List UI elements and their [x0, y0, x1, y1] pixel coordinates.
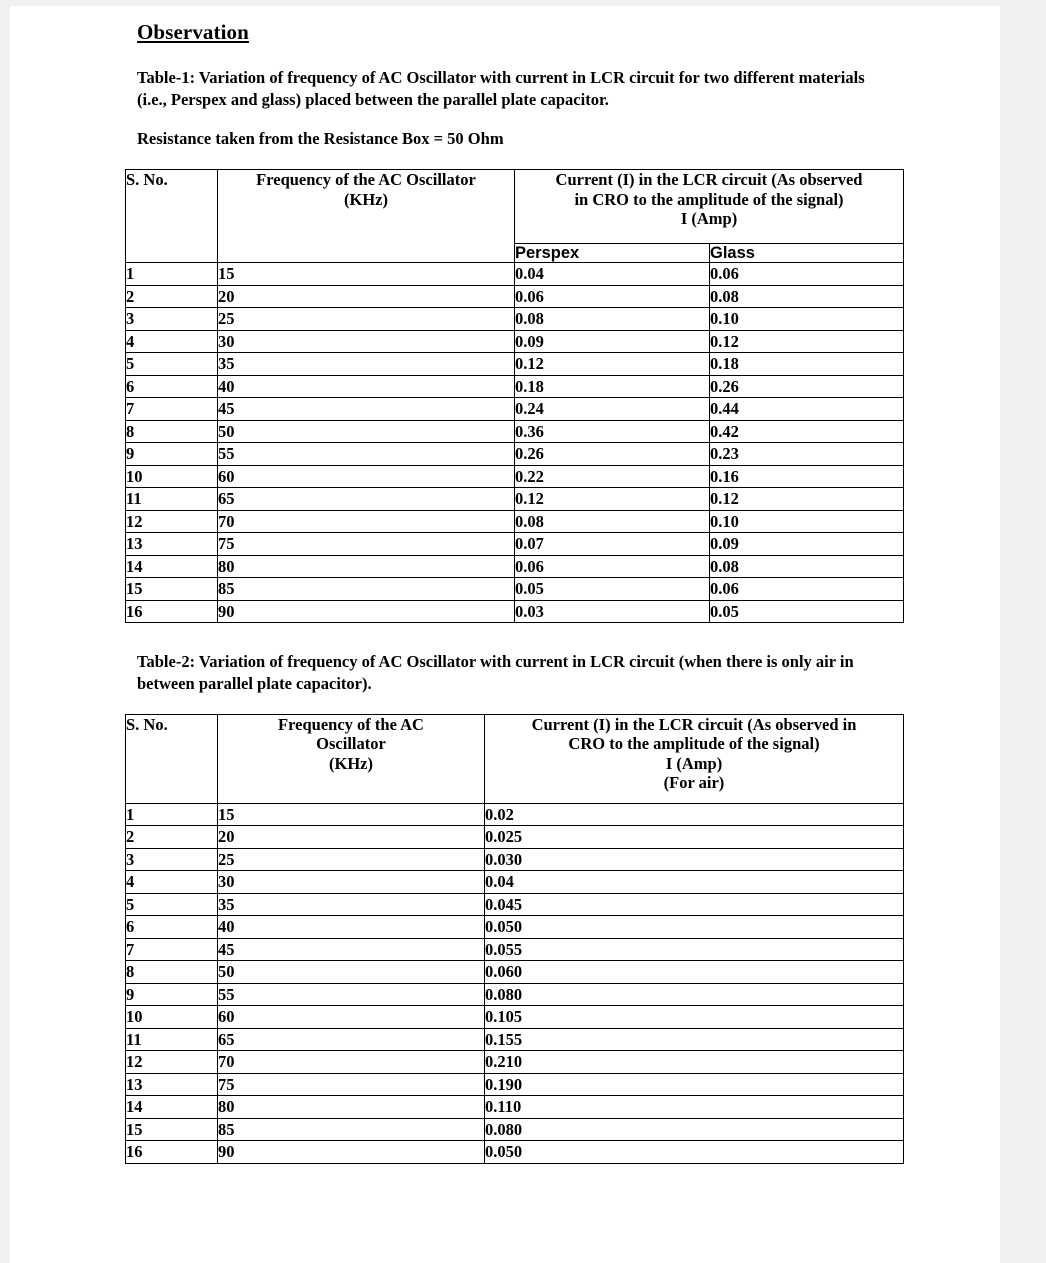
cell-sno: 16 — [126, 600, 218, 623]
cell-perspex: 0.03 — [515, 600, 710, 623]
cell-sno: 11 — [126, 488, 218, 511]
cell-sno: 9 — [126, 443, 218, 466]
cell-frequency: 55 — [218, 443, 515, 466]
cell-perspex: 0.22 — [515, 465, 710, 488]
cell-frequency: 85 — [218, 578, 515, 601]
cell-frequency: 70 — [218, 1051, 485, 1074]
cell-glass: 0.12 — [710, 330, 904, 353]
table-row — [126, 330, 904, 353]
table-row — [126, 375, 904, 398]
cell-frequency: 50 — [218, 420, 515, 443]
cell-perspex: 0.05 — [515, 578, 710, 601]
cell-current: 0.02 — [485, 803, 904, 826]
cell-sno: 3 — [126, 848, 218, 871]
cell-frequency: 30 — [218, 871, 485, 894]
table-2-header-frequency-line2: Oscillator — [316, 734, 386, 754]
cell-frequency: 55 — [218, 983, 485, 1006]
cell-frequency: 75 — [218, 1073, 485, 1096]
document-page — [10, 6, 1000, 1263]
cell-current: 0.030 — [485, 848, 904, 871]
table-row — [126, 916, 904, 939]
table-row — [126, 938, 904, 961]
cell-frequency: 85 — [218, 1118, 485, 1141]
table-row — [126, 398, 904, 421]
table-row — [126, 1096, 904, 1119]
cell-current: 0.060 — [485, 961, 904, 984]
table2-caption: Table-2: Variation of frequency of AC Oscillator with current in LCR circuit (when there is only air in between parallel plate capacitor). — [137, 652, 854, 694]
cell-sno: 13 — [126, 1073, 218, 1096]
cell-glass: 0.08 — [710, 285, 904, 308]
cell-current: 0.050 — [485, 1141, 904, 1164]
cell-glass: 0.23 — [710, 443, 904, 466]
table-1-header-frequency — [218, 170, 515, 263]
cell-current: 0.025 — [485, 826, 904, 849]
table-1 — [125, 169, 904, 623]
cell-glass: 0.16 — [710, 465, 904, 488]
cell-sno: 8 — [126, 961, 218, 984]
cell-perspex: 0.06 — [515, 555, 710, 578]
cell-sno: 14 — [126, 555, 218, 578]
cell-frequency: 15 — [218, 803, 485, 826]
cell-glass: 0.05 — [710, 600, 904, 623]
table-2-header-current-line2: CRO to the amplitude of the signal) — [568, 734, 820, 754]
cell-current: 0.210 — [485, 1051, 904, 1074]
cell-sno: 10 — [126, 1006, 218, 1029]
cell-frequency: 60 — [218, 1006, 485, 1029]
table-row — [126, 848, 904, 871]
cell-sno: 10 — [126, 465, 218, 488]
cell-sno: 6 — [126, 916, 218, 939]
cell-frequency: 15 — [218, 263, 515, 286]
table-2-header-frequency — [218, 714, 485, 803]
cell-frequency: 25 — [218, 848, 485, 871]
table-2-header-frequency-line1: Frequency of the AC — [278, 714, 424, 734]
cell-sno: 15 — [126, 578, 218, 601]
table-row — [126, 871, 904, 894]
table-row — [126, 510, 904, 533]
cell-sno: 2 — [126, 285, 218, 308]
cell-perspex: 0.12 — [515, 353, 710, 376]
page-title: Observation — [137, 20, 249, 44]
cell-current: 0.190 — [485, 1073, 904, 1096]
cell-sno: 12 — [126, 1051, 218, 1074]
cell-frequency: 45 — [218, 398, 515, 421]
table-row — [126, 465, 904, 488]
cell-perspex: 0.12 — [515, 488, 710, 511]
table-2-header-current-line4: (For air) — [663, 773, 725, 793]
cell-current: 0.110 — [485, 1096, 904, 1119]
table-row — [126, 353, 904, 376]
table-2-header-row — [126, 714, 904, 803]
cell-sno: 16 — [126, 1141, 218, 1164]
table-1-subheader-perspex: Perspex — [515, 244, 710, 263]
cell-frequency: 40 — [218, 375, 515, 398]
cell-glass: 0.06 — [710, 263, 904, 286]
table-row — [126, 1051, 904, 1074]
cell-glass: 0.10 — [710, 510, 904, 533]
table-row — [126, 443, 904, 466]
cell-sno: 8 — [126, 420, 218, 443]
table-row — [126, 263, 904, 286]
cell-current: 0.080 — [485, 1118, 904, 1141]
table-1-header-current — [515, 170, 904, 244]
table-1-header-frequency-line2: (KHz) — [344, 189, 388, 209]
table-row — [126, 488, 904, 511]
table-1-header-current-line1: Current (I) in the LCR circuit (As observed — [555, 170, 863, 190]
cell-current: 0.04 — [485, 871, 904, 894]
cell-sno: 1 — [126, 803, 218, 826]
cell-sno: 12 — [126, 510, 218, 533]
table-1-header-row — [126, 170, 904, 244]
cell-sno: 1 — [126, 263, 218, 286]
table1-caption: Table-1: Variation of frequency of AC Oscillator with current in LCR circuit for two different materials (i.e., Perspex and glass) placed between the parallel plate capacitor. — [137, 68, 865, 109]
cell-perspex: 0.09 — [515, 330, 710, 353]
cell-sno: 4 — [126, 330, 218, 353]
cell-sno: 2 — [126, 826, 218, 849]
cell-glass: 0.08 — [710, 555, 904, 578]
table-2-header-frequency-line3: (KHz) — [329, 753, 373, 773]
document-content — [120, 20, 920, 1164]
table-row — [126, 1006, 904, 1029]
table-row — [126, 555, 904, 578]
table-1-header-current-line3: I (Amp) — [680, 209, 738, 229]
table-row — [126, 893, 904, 916]
table-1-header-sno: S. No. — [126, 170, 218, 263]
table-row — [126, 578, 904, 601]
table-row — [126, 308, 904, 331]
cell-glass: 0.18 — [710, 353, 904, 376]
cell-glass: 0.06 — [710, 578, 904, 601]
cell-frequency: 90 — [218, 1141, 485, 1164]
cell-frequency: 35 — [218, 353, 515, 376]
table-row — [126, 1141, 904, 1164]
cell-current: 0.055 — [485, 938, 904, 961]
cell-current: 0.080 — [485, 983, 904, 1006]
cell-frequency: 50 — [218, 961, 485, 984]
table-1-subheader-glass: Glass — [710, 244, 904, 263]
cell-glass: 0.10 — [710, 308, 904, 331]
table-row — [126, 1073, 904, 1096]
cell-sno: 13 — [126, 533, 218, 556]
cell-sno: 7 — [126, 938, 218, 961]
cell-perspex: 0.06 — [515, 285, 710, 308]
cell-perspex: 0.18 — [515, 375, 710, 398]
cell-frequency: 80 — [218, 555, 515, 578]
cell-frequency: 70 — [218, 510, 515, 533]
cell-perspex: 0.36 — [515, 420, 710, 443]
table-row — [126, 1028, 904, 1051]
cell-sno: 5 — [126, 353, 218, 376]
cell-perspex: 0.08 — [515, 308, 710, 331]
cell-current: 0.105 — [485, 1006, 904, 1029]
cell-frequency: 90 — [218, 600, 515, 623]
table-2 — [125, 714, 904, 1164]
cell-sno: 11 — [126, 1028, 218, 1051]
table-row — [126, 803, 904, 826]
cell-perspex: 0.07 — [515, 533, 710, 556]
cell-frequency: 40 — [218, 916, 485, 939]
resistance-note: Resistance taken from the Resistance Box = 50 Ohm — [137, 128, 504, 148]
cell-glass: 0.12 — [710, 488, 904, 511]
table-row — [126, 826, 904, 849]
table-row — [126, 961, 904, 984]
cell-glass: 0.26 — [710, 375, 904, 398]
table-row — [126, 285, 904, 308]
cell-sno: 14 — [126, 1096, 218, 1119]
cell-current: 0.045 — [485, 893, 904, 916]
cell-frequency: 20 — [218, 285, 515, 308]
table-2-header-current-line3: I (Amp) — [665, 753, 723, 773]
table-2-header-current — [485, 714, 904, 803]
table-1-header-current-line2: in CRO to the amplitude of the signal) — [574, 189, 844, 209]
cell-frequency: 35 — [218, 893, 485, 916]
cell-glass: 0.42 — [710, 420, 904, 443]
cell-glass: 0.09 — [710, 533, 904, 556]
cell-frequency: 65 — [218, 1028, 485, 1051]
cell-perspex: 0.04 — [515, 263, 710, 286]
cell-perspex: 0.24 — [515, 398, 710, 421]
cell-frequency: 80 — [218, 1096, 485, 1119]
cell-sno: 4 — [126, 871, 218, 894]
table-2-header-sno: S. No. — [126, 714, 218, 803]
cell-frequency: 60 — [218, 465, 515, 488]
cell-sno: 15 — [126, 1118, 218, 1141]
table-row — [126, 1118, 904, 1141]
table-row — [126, 600, 904, 623]
cell-sno: 9 — [126, 983, 218, 1006]
cell-frequency: 20 — [218, 826, 485, 849]
cell-sno: 7 — [126, 398, 218, 421]
cell-glass: 0.44 — [710, 398, 904, 421]
cell-current: 0.155 — [485, 1028, 904, 1051]
table-row — [126, 533, 904, 556]
cell-current: 0.050 — [485, 916, 904, 939]
cell-perspex: 0.08 — [515, 510, 710, 533]
cell-frequency: 45 — [218, 938, 485, 961]
cell-sno: 5 — [126, 893, 218, 916]
table-row — [126, 420, 904, 443]
cell-perspex: 0.26 — [515, 443, 710, 466]
cell-frequency: 30 — [218, 330, 515, 353]
cell-sno: 3 — [126, 308, 218, 331]
table-1-header-frequency-line1: Frequency of the AC Oscillator — [256, 170, 476, 190]
table-2-header-current-line1: Current (I) in the LCR circuit (As observed in — [531, 714, 857, 734]
cell-frequency: 65 — [218, 488, 515, 511]
table-row — [126, 983, 904, 1006]
cell-frequency: 75 — [218, 533, 515, 556]
cell-frequency: 25 — [218, 308, 515, 331]
cell-sno: 6 — [126, 375, 218, 398]
